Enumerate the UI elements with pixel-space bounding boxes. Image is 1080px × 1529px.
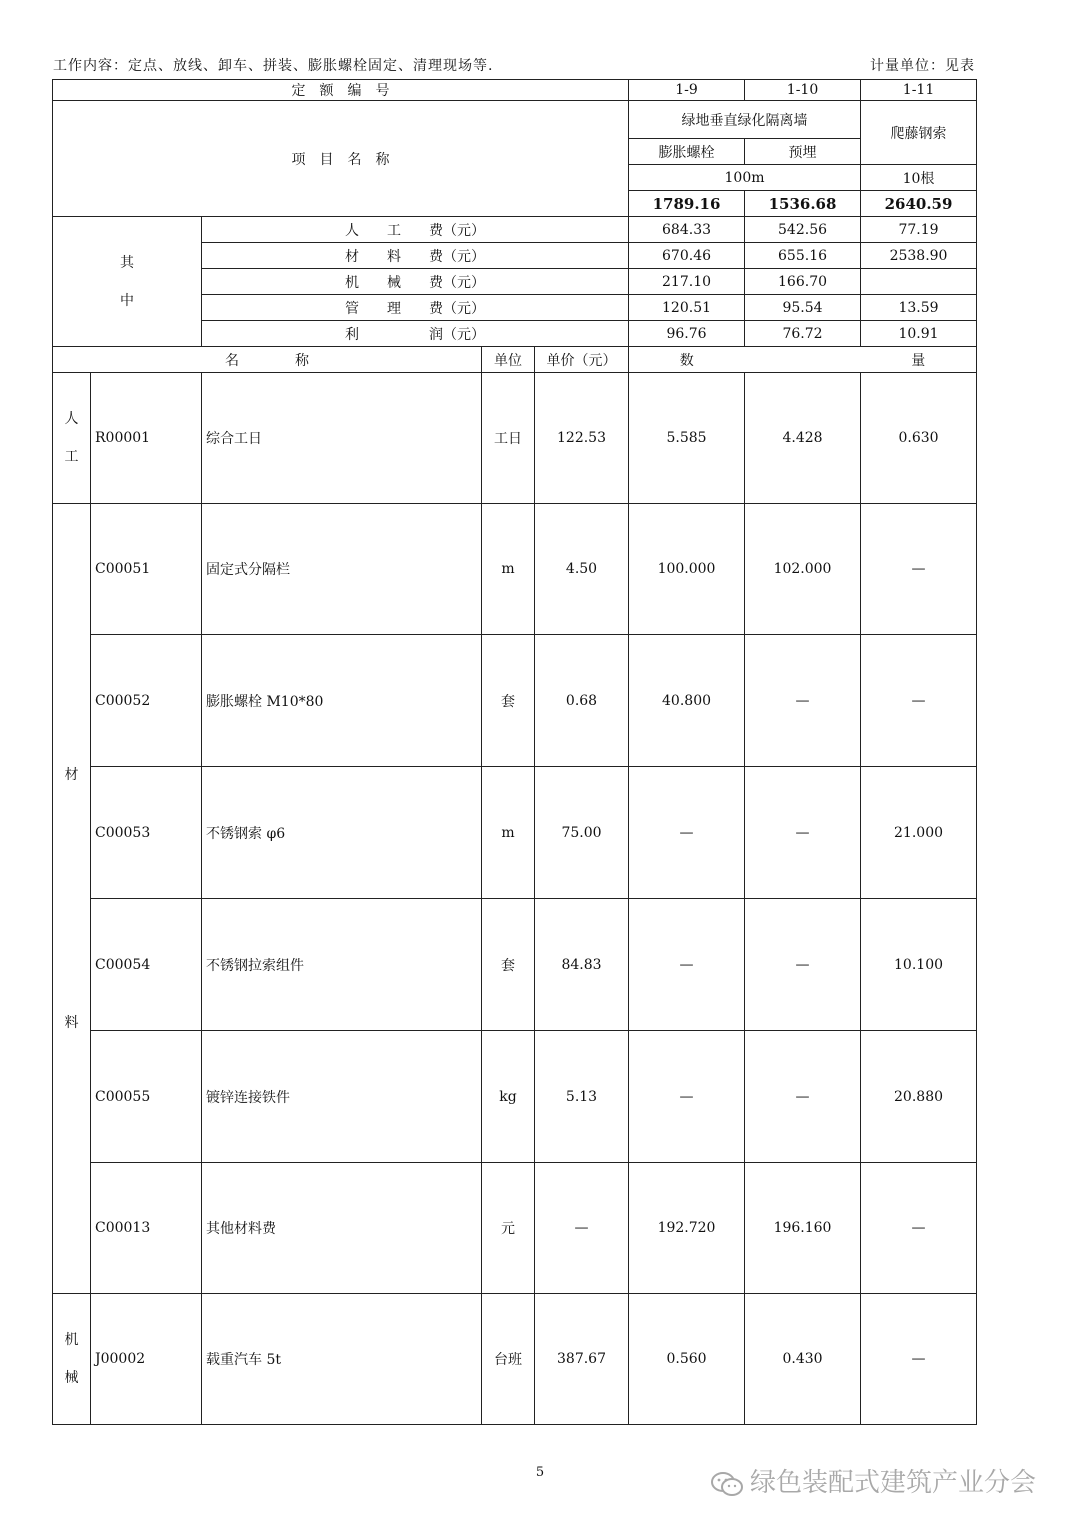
quantity-cell: — xyxy=(861,635,977,767)
among-label xyxy=(53,217,202,347)
resource-price: 4.50 xyxy=(535,504,629,635)
quantity-cell: 21.000 xyxy=(861,767,977,899)
quantity-cell: — xyxy=(861,1294,977,1425)
among-char: 其 xyxy=(120,254,134,271)
quantity-cell: 20.880 xyxy=(861,1031,977,1163)
quantity-cell: — xyxy=(629,767,745,899)
category-char: 工 xyxy=(64,449,79,465)
quantity-cell: 0.630 xyxy=(861,373,977,504)
cost-value xyxy=(861,269,977,295)
resource-code: C00052 xyxy=(91,635,202,767)
resource-unit: 台班 xyxy=(482,1294,535,1425)
work-content: 工作内容：定点、放线、卸车、拼装、膨胀螺栓固定、清理现场等. xyxy=(53,58,494,74)
table-row xyxy=(53,1294,977,1425)
resource-price: 122.53 xyxy=(535,373,629,504)
quantity-cell: 0.560 xyxy=(629,1294,745,1425)
base-price: 1789.16 xyxy=(629,191,745,217)
quantity-cell: 40.800 xyxy=(629,635,745,767)
group-name: 绿地垂直绿化隔离墙 xyxy=(629,101,861,139)
category-machine xyxy=(53,1294,91,1425)
cost-value: 76.72 xyxy=(745,321,861,347)
header-line xyxy=(53,55,975,77)
resource-unit: 工日 xyxy=(482,373,535,504)
quota-no-row xyxy=(53,80,977,101)
category-char: 机 xyxy=(64,1332,79,1348)
watermark xyxy=(710,1462,1036,1499)
resource-code: J00002 xyxy=(91,1294,202,1425)
quantity-cell: — xyxy=(629,899,745,1031)
resource-code: C00013 xyxy=(91,1163,202,1294)
wechat-icon xyxy=(710,1471,744,1497)
resource-name: 不锈钢索 φ6 xyxy=(202,767,482,899)
quantity-cell: 10.100 xyxy=(861,899,977,1031)
cost-label: 利 润（元） xyxy=(202,321,629,347)
quantity-cell: 5.585 xyxy=(629,373,745,504)
resource-unit: m xyxy=(482,504,535,635)
climb-name: 爬藤钢索 xyxy=(861,101,977,165)
resource-unit: kg xyxy=(482,1031,535,1163)
cost-value: 542.56 xyxy=(745,217,861,243)
base-price: 1536.68 xyxy=(745,191,861,217)
resource-price: — xyxy=(535,1163,629,1294)
table-row xyxy=(53,899,977,1031)
cost-label: 人 工 费（元） xyxy=(202,217,629,243)
quantity-cell: — xyxy=(861,1163,977,1294)
unit-climb: 10根 xyxy=(861,165,977,191)
category-char: 人 xyxy=(64,411,79,427)
resource-price: 84.83 xyxy=(535,899,629,1031)
cost-value: 655.16 xyxy=(745,243,861,269)
quantity-cell: 192.720 xyxy=(629,1163,745,1294)
table-row xyxy=(53,504,977,635)
cost-row xyxy=(53,217,977,243)
cost-value: 96.76 xyxy=(629,321,745,347)
table-row xyxy=(53,635,977,767)
qty-header-right: 量 xyxy=(861,347,977,373)
qty-header-left: 数 xyxy=(629,347,745,373)
resource-code: C00051 xyxy=(91,504,202,635)
quantity-cell: — xyxy=(745,899,861,1031)
resource-name: 不锈钢拉索组件 xyxy=(202,899,482,1031)
table-row xyxy=(53,767,977,899)
resource-code: R00001 xyxy=(91,373,202,504)
cost-value: 670.46 xyxy=(629,243,745,269)
quantity-cell: — xyxy=(745,635,861,767)
resource-price: 0.68 xyxy=(535,635,629,767)
cost-value: 684.33 xyxy=(629,217,745,243)
resource-unit: m xyxy=(482,767,535,899)
resource-unit: 套 xyxy=(482,635,535,767)
cost-label: 机 械 费（元） xyxy=(202,269,629,295)
table-row xyxy=(53,1031,977,1163)
item-name-label: 项 目 名 称 xyxy=(53,101,629,217)
name-header: 名 称 xyxy=(53,347,482,373)
resource-unit: 元 xyxy=(482,1163,535,1294)
cost-value: 10.91 xyxy=(861,321,977,347)
quantity-cell: — xyxy=(745,767,861,899)
category-labor xyxy=(53,373,91,504)
quota-no: 1-11 xyxy=(861,80,977,101)
cost-label: 材 料 费（元） xyxy=(202,243,629,269)
sub-name: 预埋 xyxy=(745,139,861,165)
resource-unit: 套 xyxy=(482,899,535,1031)
cost-value: 13.59 xyxy=(861,295,977,321)
cost-value: 217.10 xyxy=(629,269,745,295)
unit-note: 计量单位：见表 xyxy=(870,58,975,74)
quantity-cell: — xyxy=(745,1031,861,1163)
quota-table xyxy=(52,79,977,1425)
quantity-cell: 0.430 xyxy=(745,1294,861,1425)
watermark-text: 绿色装配式建筑产业分会 xyxy=(750,1468,1037,1498)
table-row xyxy=(53,373,977,504)
cost-label: 管 理 费（元） xyxy=(202,295,629,321)
resource-code: C00054 xyxy=(91,899,202,1031)
category-char: 械 xyxy=(64,1370,79,1386)
quantity-cell: 100.000 xyxy=(629,504,745,635)
resource-price: 387.67 xyxy=(535,1294,629,1425)
unit-group: 100m xyxy=(629,165,861,191)
category-char: 料 xyxy=(64,1014,79,1031)
price-header: 单价（元） xyxy=(535,347,629,373)
table-row xyxy=(53,1163,977,1294)
quantity-cell: — xyxy=(861,504,977,635)
among-char: 中 xyxy=(120,292,134,309)
resource-name: 综合工日 xyxy=(202,373,482,504)
unit-header: 单位 xyxy=(482,347,535,373)
resource-name: 其他材料费 xyxy=(202,1163,482,1294)
cost-value: 166.70 xyxy=(745,269,861,295)
cost-value: 77.19 xyxy=(861,217,977,243)
quota-no: 1-9 xyxy=(629,80,745,101)
page-number: 5 xyxy=(535,1465,545,1480)
resource-price: 5.13 xyxy=(535,1031,629,1163)
category-char: 材 xyxy=(64,766,79,783)
resource-name: 固定式分隔栏 xyxy=(202,504,482,635)
base-price: 2640.59 xyxy=(861,191,977,217)
resource-code: C00055 xyxy=(91,1031,202,1163)
resource-name: 镀锌连接铁件 xyxy=(202,1031,482,1163)
quota-no-label: 定 额 编 号 xyxy=(53,80,629,101)
quantity-cell: 196.160 xyxy=(745,1163,861,1294)
quantity-cell: — xyxy=(629,1031,745,1163)
resource-price: 75.00 xyxy=(535,767,629,899)
quantity-cell: 102.000 xyxy=(745,504,861,635)
quota-no: 1-10 xyxy=(745,80,861,101)
quantity-cell: 4.428 xyxy=(745,373,861,504)
cost-value: 2538.90 xyxy=(861,243,977,269)
resource-name: 膨胀螺栓 M10*80 xyxy=(202,635,482,767)
resource-code: C00053 xyxy=(91,767,202,899)
qty-header-middle xyxy=(745,347,861,373)
sub-name: 膨胀螺栓 xyxy=(629,139,745,165)
category-material xyxy=(53,504,91,1294)
column-header-row xyxy=(53,347,977,373)
cost-value: 120.51 xyxy=(629,295,745,321)
cost-value: 95.54 xyxy=(745,295,861,321)
resource-name: 载重汽车 5t xyxy=(202,1294,482,1425)
